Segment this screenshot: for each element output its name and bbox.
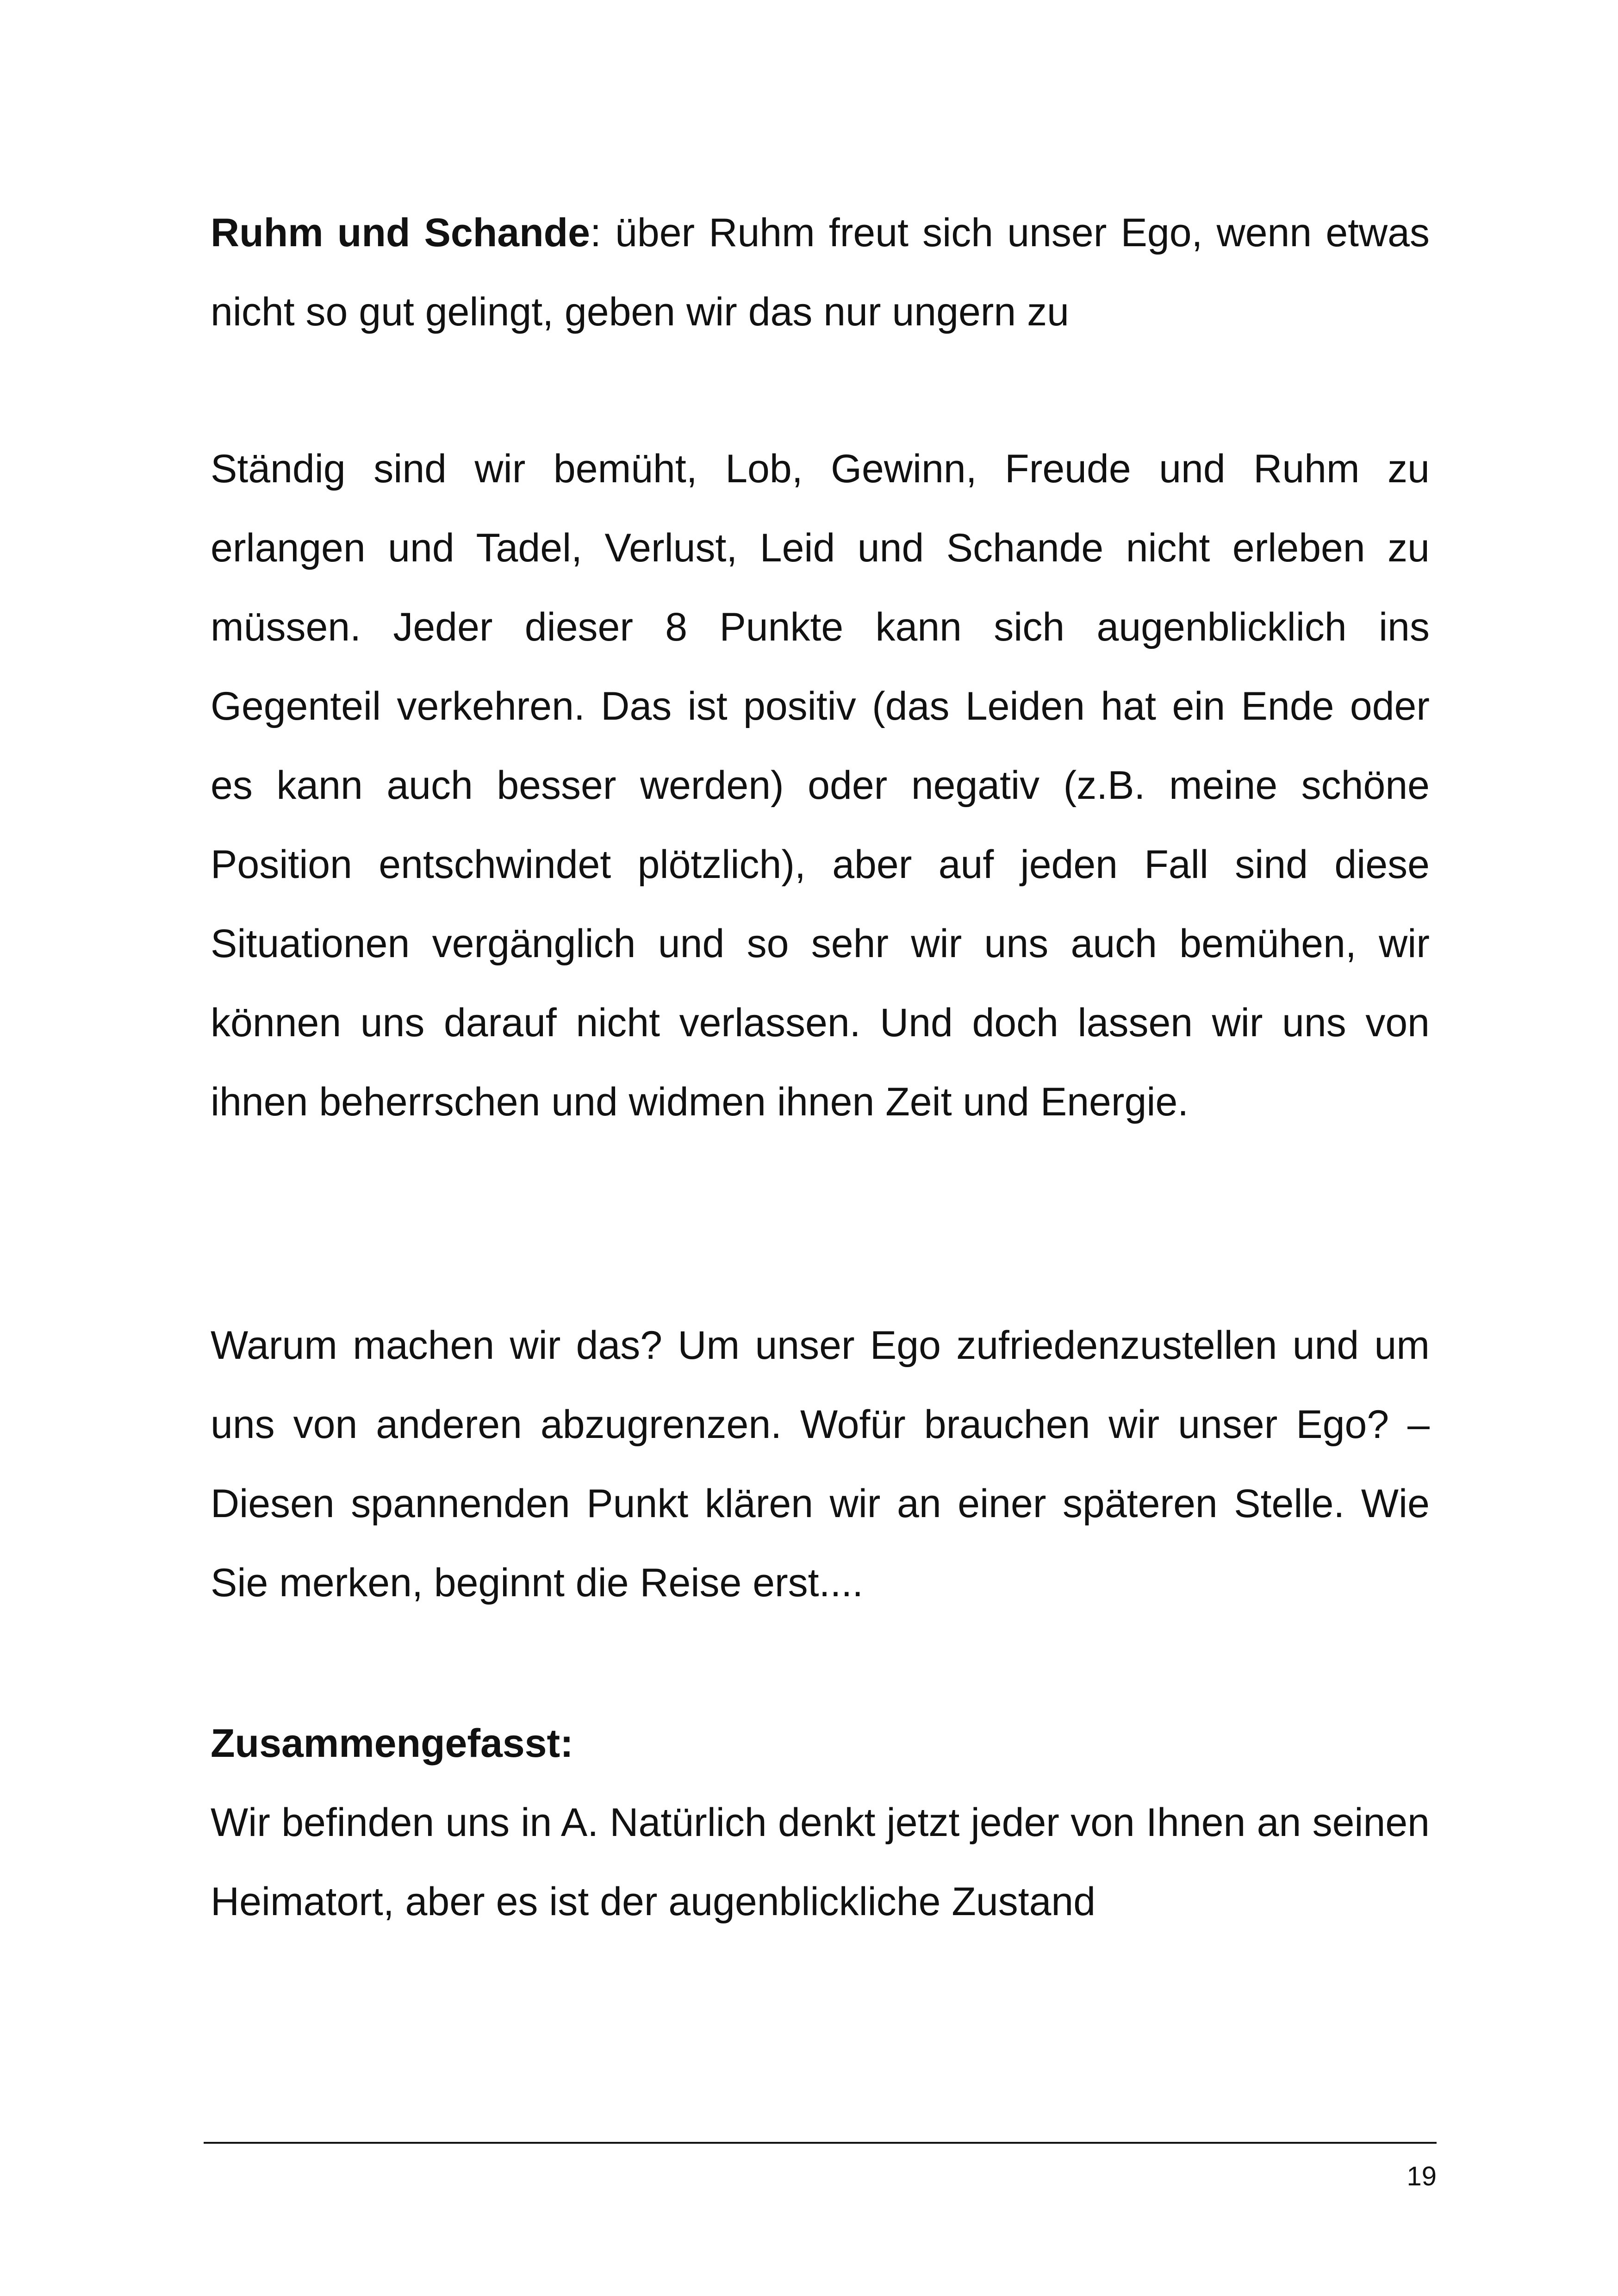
term-ruhm-und-schande: Ruhm und Schande: [211, 211, 590, 255]
paragraph-ruhm-und-schande: [211, 193, 1430, 352]
term-definition: über Ruhm freut sich unser Ego, wenn etwas nicht so gut gelingt, geben wir das nur ungern zu: [211, 211, 1430, 334]
summary-text: Wir befinden uns in A. Natürlich denkt jetzt jeder von Ihnen an seinen Heimatort, aber es ist der augenblickliche Zustand: [211, 1800, 1430, 1924]
term-separator: :: [590, 211, 601, 255]
summary-heading: Zusammengefasst:: [211, 1721, 573, 1766]
page-number: 19: [1406, 2161, 1437, 2191]
summary-section: [211, 1704, 1430, 1941]
paragraph-warum: Warum machen wir das? Um unser Ego zufriedenzustellen und um uns von anderen abzugrenzen. Wofür brauchen wir unser Ego? – Diesen spannenden Punkt klären wir an einer späteren Stelle. Wie Sie merken, beginnt die Reise erst....: [211, 1323, 1430, 1605]
footer-divider: [204, 2142, 1437, 2144]
paragraph-staendig: Ständig sind wir bemüht, Lob, Gewinn, Freude und Ruhm zu erlangen und Tadel, Verlust, Leid und Schande nicht erleben zu müssen. Jeder dieser 8 Punkte kann sich augenblicklich ins Gegenteil verkehren. Das ist positiv (das Leiden hat ein Ende oder es kann auch besser werden) oder negativ (z.B. meine schöne Position entschwindet plötzlich), aber auf jeden Fall sind diese Situationen vergänglich und so sehr wir uns auch bemühen, wir können uns darauf nicht verlassen. Und doch lassen wir uns von ihnen beherrschen und widmen ihnen Zeit und Energie.: [211, 447, 1430, 1124]
